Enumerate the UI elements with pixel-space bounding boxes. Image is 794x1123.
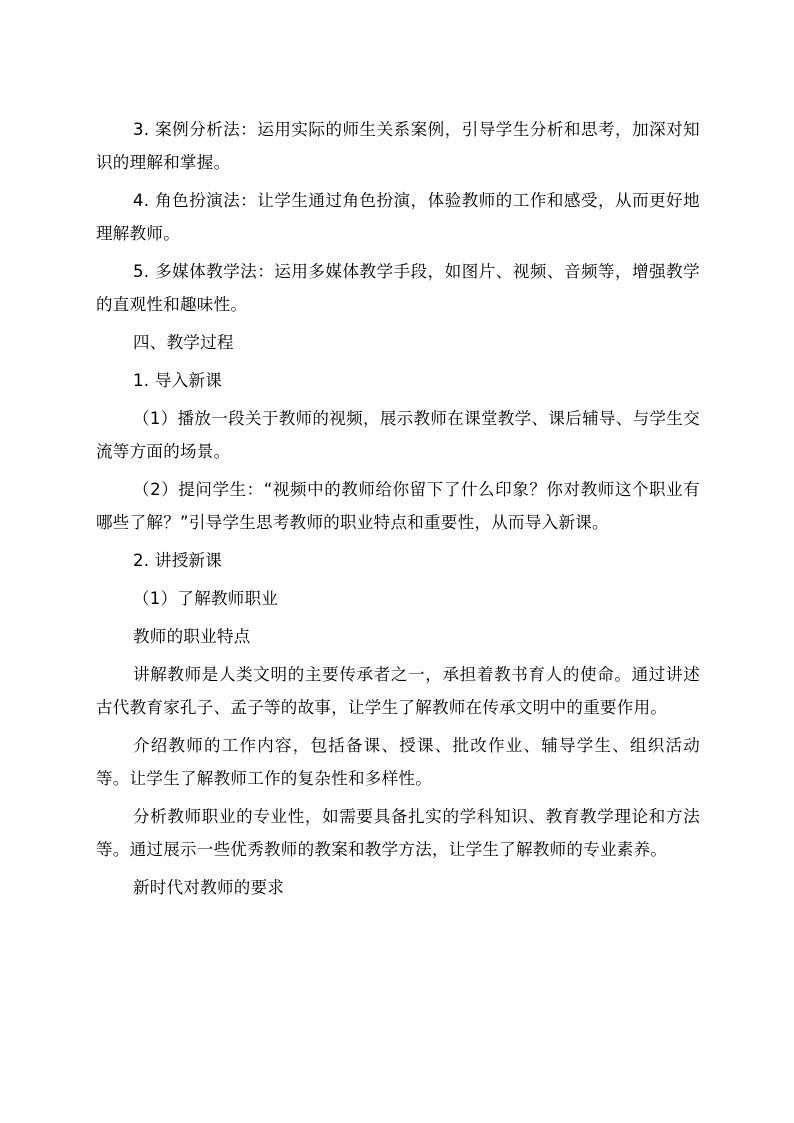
paragraph-play-video: （1）播放一段关于教师的视频，展示教师在课堂教学、课后辅导、与学生交流等方面的场景。	[96, 409, 700, 461]
paragraph-teacher-professionalism: 分析教师职业的专业性，如需要具备扎实的学科知识、教育教学理论和方法等。通过展示一些优秀教师的教案和教学方法，让学生了解教师的专业素养。	[96, 807, 700, 859]
subheading-teacher-characteristics: 教师的职业特点	[133, 627, 251, 646]
paragraph-teacher-as-inheritor: 讲解教师是人类文明的主要传承者之一，承担着教书育人的使命。通过讲述古代教育家孔子、孟子等的故事，让学生了解教师在传承文明中的重要作用。	[96, 665, 700, 717]
paragraph-role-play-method: 4. 角色扮演法：让学生通过角色扮演，体验教师的工作和感受，从而更好地理解教师。	[96, 191, 700, 243]
paragraph-multimedia-method: 5. 多媒体教学法：运用多媒体教学手段，如图片、视频、音频等，增强教学的直观性和趣味性。	[96, 262, 700, 314]
document-body	[96, 113, 700, 909]
subheading-understand-teacher-profession: （1）了解教师职业	[133, 589, 279, 608]
section-heading-teaching-process: 四、教学过程	[133, 333, 234, 352]
subheading-introduce-lesson: 1. 导入新课	[133, 371, 223, 390]
subheading-teach-new-lesson: 2. 讲授新课	[133, 551, 223, 570]
paragraph-case-analysis-method: 3. 案例分析法：运用实际的师生关系案例，引导学生分析和思考，加深对知识的理解和掌握。	[96, 120, 700, 172]
subheading-new-era-requirements: 新时代对教师的要求	[133, 878, 285, 897]
paragraph-ask-students: （2）提问学生：“视频中的教师给你留下了什么印象？你对教师这个职业有哪些了解？”引导学生思考教师的职业特点和重要性，从而导入新课。	[96, 480, 700, 532]
paragraph-teacher-work-content: 介绍教师的工作内容，包括备课、授课、批改作业、辅导学生、组织活动等。让学生了解教师工作的复杂性和多样性。	[96, 736, 700, 788]
